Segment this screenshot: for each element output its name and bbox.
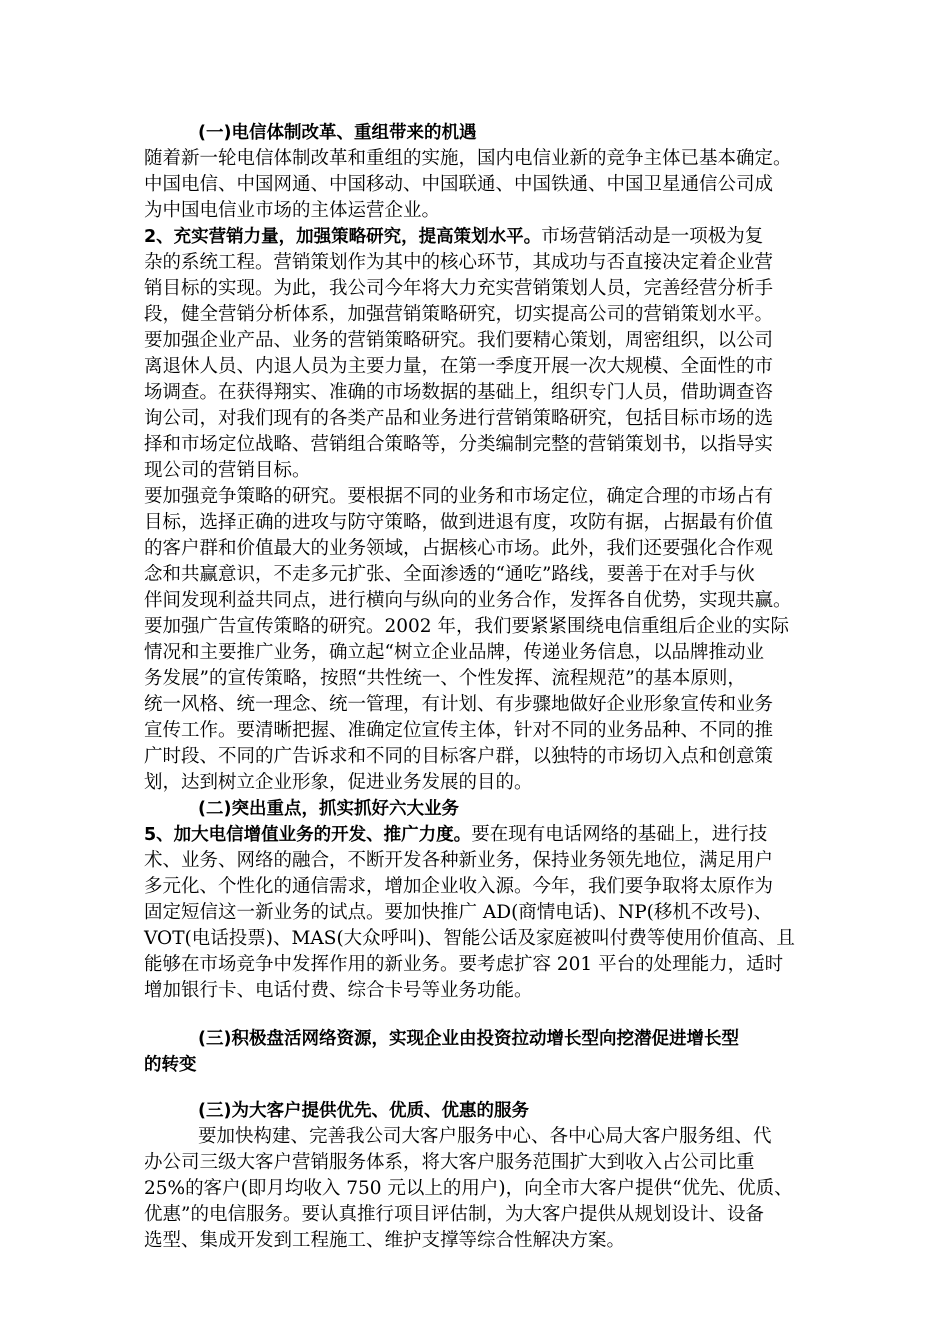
paragraph-2-first-rest: 市场营销活动是一项极为复 — [541, 226, 764, 247]
paragraph-2-first-line — [144, 224, 814, 250]
body-line: 杂的系统工程。营销策划作为其中的核心环节，其成功与否直接决定着企业营 — [144, 252, 774, 273]
paragraph-5-first-rest: 要在现有电话网络的基础上，进行技 — [471, 824, 768, 845]
body-line: 增加银行卡、电话付费、综合卡号等业务功能。 — [144, 980, 533, 1001]
document-page — [144, 120, 814, 1254]
body-line: 场调查。在获得翔实、准确的市场数据的基础上，组织专门人员，借助调查咨 — [144, 382, 774, 403]
body-line: 划，达到树立企业形象，促进业务发展的目的。 — [144, 772, 533, 793]
body-line: 情况和主要推广业务，确立起“树立企业品牌，传递业务信息，以品牌推动业 — [144, 642, 764, 663]
body-line: 离退休人员、内退人员为主要力量，在第一季度开展一次大规模、全面性的市 — [144, 356, 774, 377]
body-line: 办公司三级大客户营销服务体系，将大客户服务范围扩大到收入占公司比重 — [144, 1152, 755, 1173]
body-line: 务发展”的宣传策略，按照“共性统一、个性发挥、流程规范”的基本原则， — [144, 668, 746, 689]
body-line: 多元化、个性化的通信需求，增加企业收入源。今年，我们要争取将太原作为 — [144, 876, 774, 897]
body-line: 择和市场定位战略、营销组合策略等，分类编制完整的营销策划书，以指导实 — [144, 434, 774, 455]
body-line: 要加强企业产品、业务的营销策略研究。我们要精心策划，周密组织，以公司 — [144, 330, 774, 351]
body-line: 要加强广告宣传策略的研究。2002 年，我们要紧紧围绕电信重组后企业的实际 — [144, 616, 789, 637]
spacer — [144, 1004, 814, 1026]
body-line: 销目标的实现。为此，我公司今年将大力充实营销策划人员，完善经营分析手 — [144, 278, 774, 299]
body-line: 中国电信、中国网通、中国移动、中国联通、中国铁通、中国卫星通信公司成 — [144, 174, 774, 195]
section-heading-4: (三)为大客户提供优先、优质、优惠的服务 — [198, 1101, 529, 1121]
section-heading-2: (二)突出重点，抓实抓好六大业务 — [198, 799, 459, 819]
body-line: 为中国电信业市场的主体运营企业。 — [144, 200, 441, 221]
body-line: 的客户群和价值最大的业务领域，占据核心市场。此外，我们还要强化合作观 — [144, 538, 774, 559]
spacer — [144, 1078, 814, 1098]
body-line: 伴间发现利益共同点，进行横向与纵向的业务合作，发挥各自优势，实现共赢。 — [144, 590, 792, 611]
section-heading-1: (一)电信体制改革、重组带来的机遇 — [198, 123, 477, 143]
body-line: 要加强竞争策略的研究。要根据不同的业务和市场定位，确定合理的市场占有 — [144, 486, 774, 507]
body-line: 广时段、不同的广告诉求和不同的目标客户群，以独特的市场切入点和创意策 — [144, 746, 774, 767]
body-line: 随着新一轮电信体制改革和重组的实施，国内电信业新的竞争主体已基本确定。 — [144, 148, 792, 169]
body-line: 25%的客户(即月均收入 750 元以上的用户)，向全市大客户提供“优先、优质、 — [144, 1178, 793, 1199]
body-line: 宣传工作。要清晰把握、准确定位宣传主体，针对不同的业务品种、不同的推 — [144, 720, 774, 741]
section-heading-3: (三)积极盘活网络资源，实现企业由投资拉动增长型向挖潜促进增长型 — [198, 1029, 739, 1049]
body-line: 统一风格、统一理念、统一管理，有计划、有步骤地做好企业形象宣传和业务 — [144, 694, 774, 715]
section-heading-3-continued: 的转变 — [144, 1055, 197, 1075]
body-line: 固定短信这一新业务的试点。要加快推广 AD(商情电话)、NP(移机不改号)、 — [144, 902, 773, 923]
body-line: 选型、集成开发到工程施工、维护支撑等综合性解决方案。 — [144, 1230, 626, 1251]
body-line: 能够在市场竞争中发挥作用的新业务。要考虑扩容 201 平台的处理能力，适时 — [144, 954, 784, 975]
paragraph-5-lead: 5、加大电信增值业务的开发、推广力度。 — [144, 825, 472, 845]
body-line: 段，健全营销分析体系，加强营销策略研究，切实提高公司的营销策划水平。 — [144, 304, 774, 325]
body-line: 询公司，对我们现有的各类产品和业务进行营销策略研究，包括目标市场的选 — [144, 408, 774, 429]
body-line: 现公司的营销目标。 — [144, 460, 311, 481]
body-line: 要加快构建、完善我公司大客户服务中心、各中心局大客户服务组、代 — [198, 1126, 772, 1147]
body-line: 念和共赢意识，不走多元扩张、全面渗透的“通吃”路线，要善于在对手与伙 — [144, 564, 755, 585]
body-line: 目标，选择正确的进攻与防守策略，做到进退有度，攻防有据，占据最有价值 — [144, 512, 774, 533]
paragraph-2-lead: 2、充实营销力量，加强策略研究，提高策划水平。 — [144, 227, 542, 247]
paragraph-5-first-line — [144, 822, 814, 848]
body-line: 优惠”的电信服务。要认真推行项目评估制，为大客户提供从规划设计、设备 — [144, 1204, 764, 1225]
body-line: VOT(电话投票)、MAS(大众呼叫)、智能公话及家庭被叫付费等使用价值高、且 — [144, 928, 795, 949]
body-line: 术、业务、网络的融合，不断开发各种新业务，保持业务领先地位，满足用户 — [144, 850, 774, 871]
